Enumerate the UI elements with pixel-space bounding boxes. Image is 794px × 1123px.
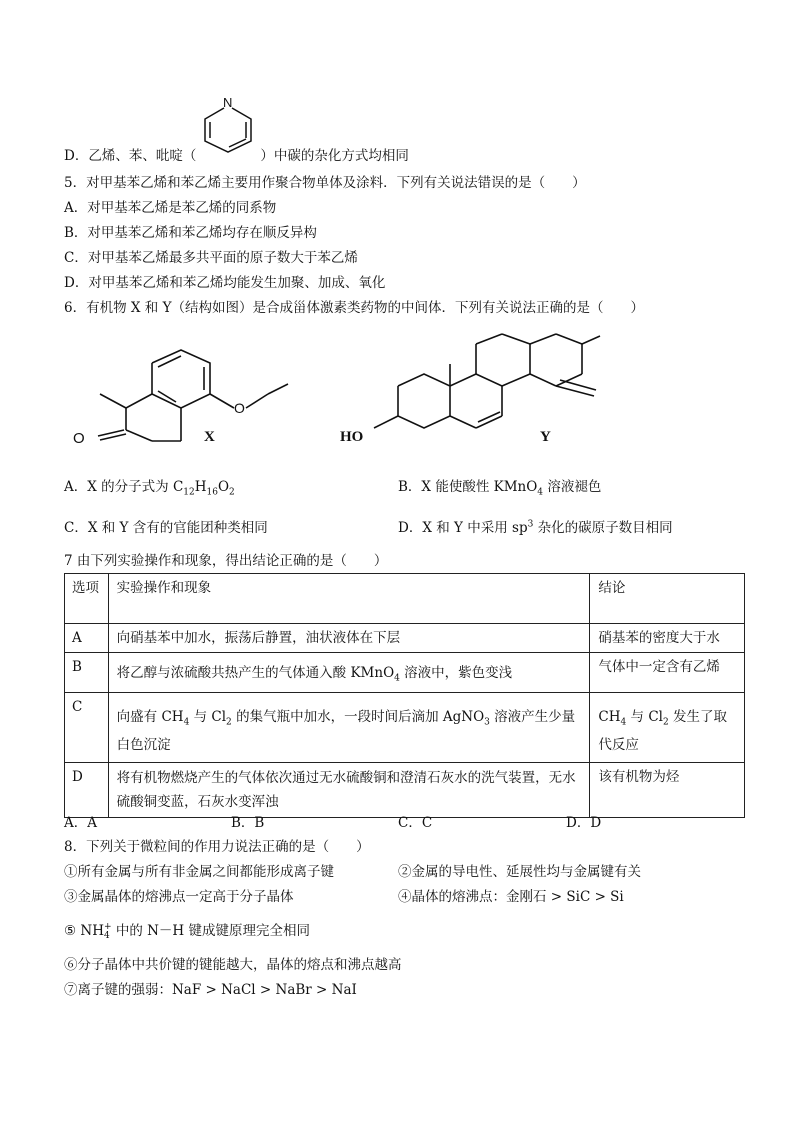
q8-item-4: ④晶体的熔沸点：金刚石 > SiC > Si — [398, 889, 624, 905]
x-oxygen-carbonyl: O — [73, 430, 85, 447]
structure-y — [338, 330, 610, 450]
table-row: B 将乙醇与浓硫酸共热产生的气体通入酸 KMnO$_4$ 溶液中，紫色变浅 气体中一定含有乙烯 — [65, 653, 745, 693]
q6-option-b: B．X 能使酸性 KMnO$_4$ 溶液褪色 — [398, 479, 602, 498]
q7-choice-b: B．B — [231, 815, 265, 831]
q7-choice-a: A．A — [64, 815, 97, 831]
q7-choice-d: D．D — [566, 815, 602, 831]
q8-stem: 8．下列关于微粒间的作用力说法正确的是（ ） — [64, 839, 370, 855]
q7-stem: 7 由下列实验操作和现象，得出结论正确的是（ ） — [64, 553, 388, 569]
header-operation: 实验操作和现象 — [108, 574, 590, 624]
q6-option-a: A．X 的分子式为 $C_{12}H_{16}O_2$ — [64, 479, 235, 498]
q5-option-b: B．对甲基苯乙烯和苯乙烯均存在顺反异构 — [64, 225, 317, 241]
pyridine-structure — [196, 92, 266, 154]
q8-item-5: ⑤ NH + 4 中的 N－H 键成键原理完全相同 — [64, 921, 310, 941]
structure-x — [70, 340, 310, 455]
q5-option-a: A．对甲基苯乙烯是苯乙烯的同系物 — [64, 200, 277, 216]
q8-item-3: ③金属晶体的熔沸点一定高于分子晶体 — [64, 889, 294, 905]
q6-option-c: C．X 和 Y 含有的官能团种类相同 — [64, 520, 268, 536]
q6-option-d: D．X 和 Y 中采用 $sp^3$ 杂化的碳原子数目相同 — [398, 519, 673, 536]
q5-stem: 5．对甲基苯乙烯和苯乙烯主要用作聚合物单体及涂料．下列有关说法错误的是（ ） — [64, 175, 586, 191]
q5-option-d: D．对甲基苯乙烯和苯乙烯均能发生加聚、加成、氧化 — [64, 275, 386, 291]
q5-option-c: C．对甲基苯乙烯最多共平面的原子数大于苯乙烯 — [64, 250, 358, 266]
pyridine-nitrogen: N — [223, 95, 233, 110]
x-oxygen-ether: O — [234, 400, 245, 416]
q7-choice-c: C．C — [398, 815, 433, 831]
q8-item-1: ①所有金属与所有非金属之间都能形成离子键 — [64, 864, 334, 880]
q8-item-2: ②金属的导电性、延展性均与金属键有关 — [398, 864, 641, 880]
table-header-row — [65, 574, 745, 624]
table-row: C 向盛有 $CH_4$ 与 $Cl_2$ 的集气瓶中加水，一段时间后滴加 AgNO$_3$ 溶液产生少量白色沉淀 $CH_4$ 与 $Cl_2$ 发生了取代反应 — [65, 693, 745, 763]
q8-item-6: ⑥分子晶体中共价键的键能越大，晶体的熔点和沸点越高 — [64, 957, 402, 973]
y-label: Y — [540, 429, 551, 445]
header-option: 选项 — [65, 574, 109, 624]
table-row: A 向硝基苯中加水，振荡后静置，油状液体在下层 硝基苯的密度大于水 — [65, 624, 745, 653]
header-conclusion: 结论 — [590, 574, 745, 624]
q4-option-d: D．乙烯、苯、吡啶（ ）中碳的杂化方式均相同 — [64, 148, 409, 164]
experiment-table — [64, 573, 745, 818]
q6-stem: 6．有机物 X 和 Y（结构如图）是合成甾体激素类药物的中间体．下列有关说法正确的是（ ） — [64, 300, 644, 316]
y-hydroxyl: HO — [340, 429, 364, 445]
table-row: D 将有机物燃烧产生的气体依次通过无水硫酸铜和澄清石灰水的洗气装置，无水硫酸铜变蓝，石灰水变浑浊 该有机物为烃 — [65, 763, 745, 818]
q8-item-7: ⑦离子键的强弱：NaF > NaCl > NaBr > NaI — [64, 982, 357, 998]
x-label: X — [204, 429, 215, 445]
